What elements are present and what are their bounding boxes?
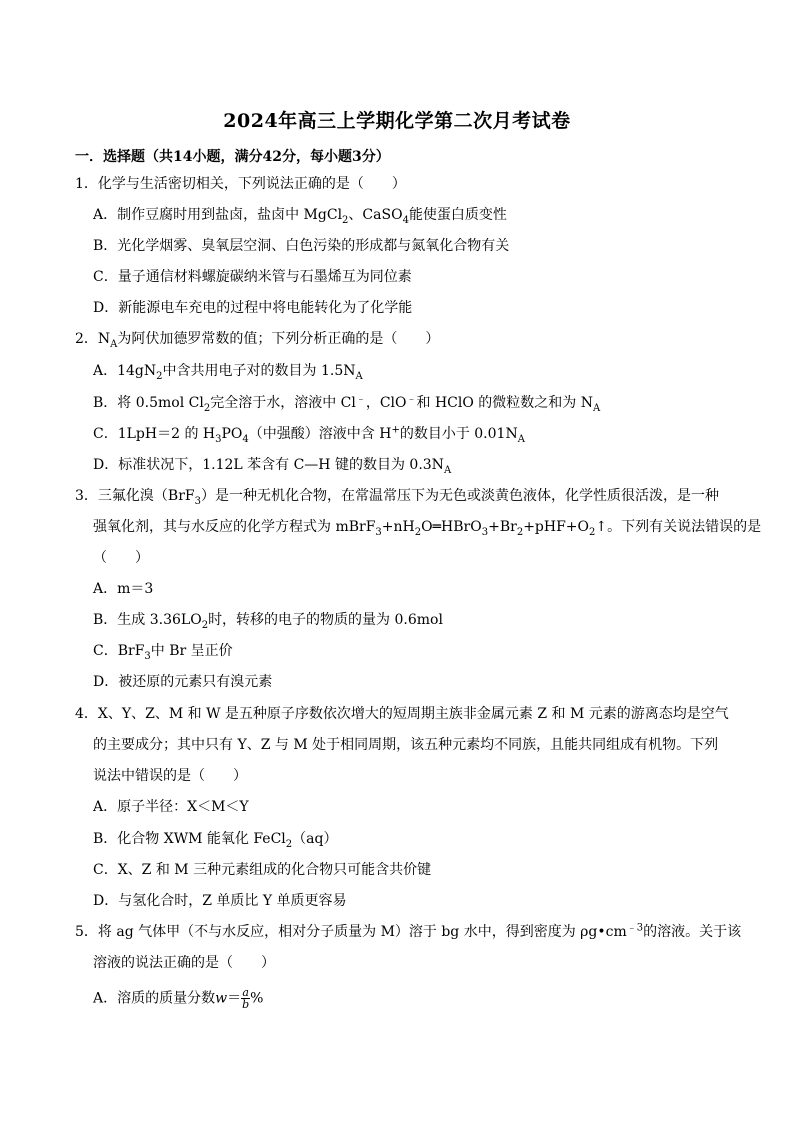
question-1-stem: 1．化学与生活密切相关，下列说法正确的是（ ） xyxy=(75,176,406,192)
question-4-stem-line-1: 4．X、Y、Z、M 和 W 是五种原子序数依次增大的短周期主族非金属元素 Z 和 M 元素的游离态均是空气 xyxy=(75,706,729,722)
question-1-option-c[interactable]: C．量子通信材料螺旋碳纳米管与石墨烯互为同位素 xyxy=(93,269,412,285)
question-4-option-a[interactable]: A．原子半径：X＜M＜Y xyxy=(93,799,249,815)
question-2-stem: 2．$N_A$为阿伏加德罗常数的值；下列分析正确的是（ ） xyxy=(75,331,440,350)
question-3-option-d[interactable]: D．被还原的元素只有溴元素 xyxy=(93,674,273,690)
question-3-stem-line-1: 3．三氟化溴（BrF$_3$）是一种无机化合物，在常温常压下为无色或淡黄色液体，化学性质很活泼，是一种 xyxy=(75,488,719,507)
question-1-option-a[interactable]: A．制作豆腐时用到盐卤，盐卤中 MgCl$_2$、CaSO$_4$能使蛋白质变性 xyxy=(93,207,507,226)
fraction: $\frac{a}{b}$ xyxy=(242,986,250,1011)
question-5-stem-line-2: 溶液的说法正确的是（ ） xyxy=(93,955,275,971)
question-2-option-c[interactable]: C．1LpH＝2 的 $H_3PO_4$（中强酸）溶液中含 H+的数目小于 $0.01N_A$ xyxy=(93,424,525,445)
question-1-option-b[interactable]: B．光化学烟雾、臭氧层空洞、白色污染的形成都与氮氧化合物有关 xyxy=(93,238,510,254)
question-3-option-a[interactable]: A．m＝3 xyxy=(93,581,154,597)
question-4-stem-line-2: 的主要成分；其中只有 Y、Z 与 M 处于相同周期，该五种元素均不同族，且能共同组成有机物。下列 xyxy=(93,737,719,753)
page-title: 2024年高三上学期化学第二次月考试卷 xyxy=(223,110,571,132)
question-4-option-c[interactable]: C．X、Z 和 M 三种元素组成的化合物只可能含共价键 xyxy=(93,862,432,878)
question-2-option-a[interactable]: A．$14gN_2$中含共用电子对的数目为 $1.5N_A$ xyxy=(93,363,363,382)
question-3-option-c[interactable]: C．BrF$_3$中 Br 呈正价 xyxy=(93,643,233,662)
question-4-option-b[interactable]: B．化合物 XWM 能氧化 FeCl$_2$（aq） xyxy=(93,831,338,850)
question-2-option-b[interactable]: B．将 0.5mol $Cl_2$完全溶于水，溶液中 Cl﹣，ClO﹣和 HClO 的微粒数之和为 $N_A$ xyxy=(93,393,601,414)
question-5-option-a[interactable]: A．溶质的质量分数w＝ $\frac{a}{b}$ % xyxy=(93,986,264,1011)
question-3-stem-line-2: 强氧化剂，其与水反应的化学方程式为 $mBrF_3+nH_2O═HBrO_3+Br_2+pHF+O_2↑$。下列有关说法错误的是 xyxy=(93,519,762,538)
question-4-stem-line-3: 说法中错误的是（ ） xyxy=(93,768,247,784)
question-4-option-d[interactable]: D．与氢化合时，Z 单质比 Y 单质更容易 xyxy=(93,893,347,909)
question-2-option-d[interactable]: D．标准状况下，1.12L 苯含有 C—H 键的数目为 $0.3N_A$ xyxy=(93,457,452,476)
question-1-option-d[interactable]: D．新能源电车充电的过程中将电能转化为了化学能 xyxy=(93,300,413,316)
question-3-stem-line-3: （ ） xyxy=(93,550,149,566)
section-heading: 一．选择题（共14小题，满分42分，每小题3分） xyxy=(75,149,390,165)
question-5-stem-line-1: 5．将 ag 气体甲（不与水反应，相对分子质量为 M）溶于 bg 水中，得到密度为 $\rho g•cm^{﹣3}$的溶液。关于该 xyxy=(75,922,742,940)
question-3-option-b[interactable]: B．生成 $3.36LO_2$时，转移的电子的物质的量为 0.6mol xyxy=(93,612,443,631)
